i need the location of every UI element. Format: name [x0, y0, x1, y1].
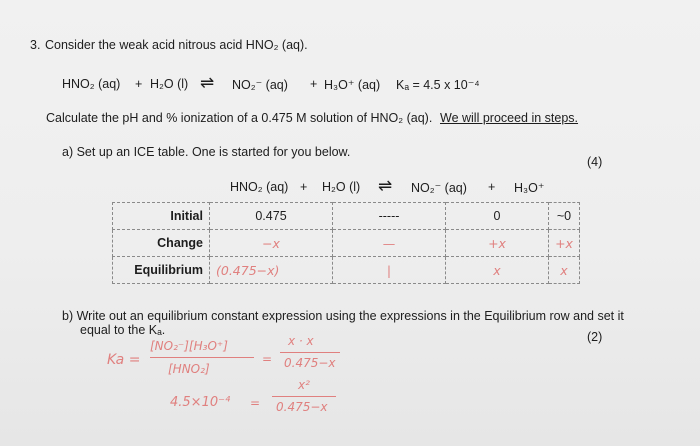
eq-plus-2: + — [310, 77, 318, 91]
handwritten-num-3: x² — [298, 378, 310, 392]
cell-no2: +x — [446, 230, 549, 257]
ka-value: Kₐ = 4.5 x 10⁻⁴ — [396, 78, 480, 92]
ice-header-h2o: H₂O (l) — [322, 180, 361, 194]
ice-header-arrow-icon: ⇌ — [378, 176, 393, 195]
row-label: Change — [113, 230, 210, 257]
part-b-points: (2) — [587, 330, 603, 344]
ice-row-change — [113, 230, 580, 257]
eq-product-no2: NO₂⁻ (aq) — [232, 78, 288, 92]
cell-hno2: (0.475−x) — [210, 257, 333, 284]
cell-h3o: +x — [549, 230, 580, 257]
handwritten-denominator: [HNO₂] — [168, 362, 210, 376]
cell-h3o: ~0 — [549, 203, 580, 230]
eq-reactant-h2o: H₂O (l) — [150, 77, 189, 91]
part-a-points: (4) — [587, 155, 603, 169]
part-a-label: a) Set up an ICE table. One is started for you below. — [62, 145, 351, 159]
fraction-bar — [150, 357, 254, 358]
equilibrium-arrow-icon: ⇌ — [200, 73, 215, 92]
row-label: Equilibrium — [113, 257, 210, 284]
ice-header-hno2: HNO₂ (aq) — [230, 180, 289, 194]
question-number: 3. — [30, 38, 41, 52]
question-prompt: Consider the weak acid nitrous acid HNO₂ (aq). — [45, 38, 308, 52]
eq-plus-1: + — [135, 77, 143, 91]
ice-row-equilibrium — [113, 257, 580, 284]
part-b-line-1: b) Write out an equilibrium constant expression using the expressions in the Equilibrium row and set it — [62, 309, 624, 323]
ice-table — [112, 202, 580, 282]
instruction-text: Calculate the pH and % ionization of a 0.475 M solution of HNO₂ (aq). — [46, 111, 433, 125]
cell-h2o: ----- — [333, 203, 446, 230]
handwritten-numerator: [NO₂⁻][H₃O⁺] — [150, 339, 228, 353]
handwritten-ka-label: Ka = — [107, 352, 141, 368]
ice-header-h3o: H₃O⁺ — [514, 181, 545, 195]
fraction-bar — [280, 352, 340, 353]
handwritten-num-2: x · x — [288, 334, 314, 348]
handwritten-den-3: 0.475−x — [276, 400, 328, 414]
fraction-bar — [272, 396, 336, 397]
eq-reactant-hno2: HNO₂ (aq) — [62, 77, 121, 91]
cell-h3o: x — [549, 257, 580, 284]
cell-no2: 0 — [446, 203, 549, 230]
cell-h2o: | — [333, 257, 446, 284]
row-label: Initial — [113, 203, 210, 230]
instruction-emphasis: We will proceed in steps. — [440, 111, 579, 125]
handwritten-equals-1: = — [262, 352, 273, 366]
cell-hno2: 0.475 — [210, 203, 333, 230]
handwritten-equals-2: = — [250, 396, 261, 410]
handwritten-ka-value: 4.5×10⁻⁴ — [170, 395, 231, 410]
ice-row-initial — [113, 203, 580, 230]
handwritten-den-2: 0.475−x — [284, 356, 336, 370]
ice-header-plus-1: + — [300, 180, 308, 194]
cell-no2: x — [446, 257, 549, 284]
part-b-line-2: equal to the Kₐ. — [80, 323, 166, 337]
ice-header-plus-2: + — [488, 180, 496, 194]
eq-product-h3o: H₃O⁺ (aq) — [324, 78, 381, 92]
cell-h2o: — — [333, 230, 446, 257]
cell-hno2: −x — [210, 230, 333, 257]
ice-header-no2: NO₂⁻ (aq) — [411, 181, 467, 195]
